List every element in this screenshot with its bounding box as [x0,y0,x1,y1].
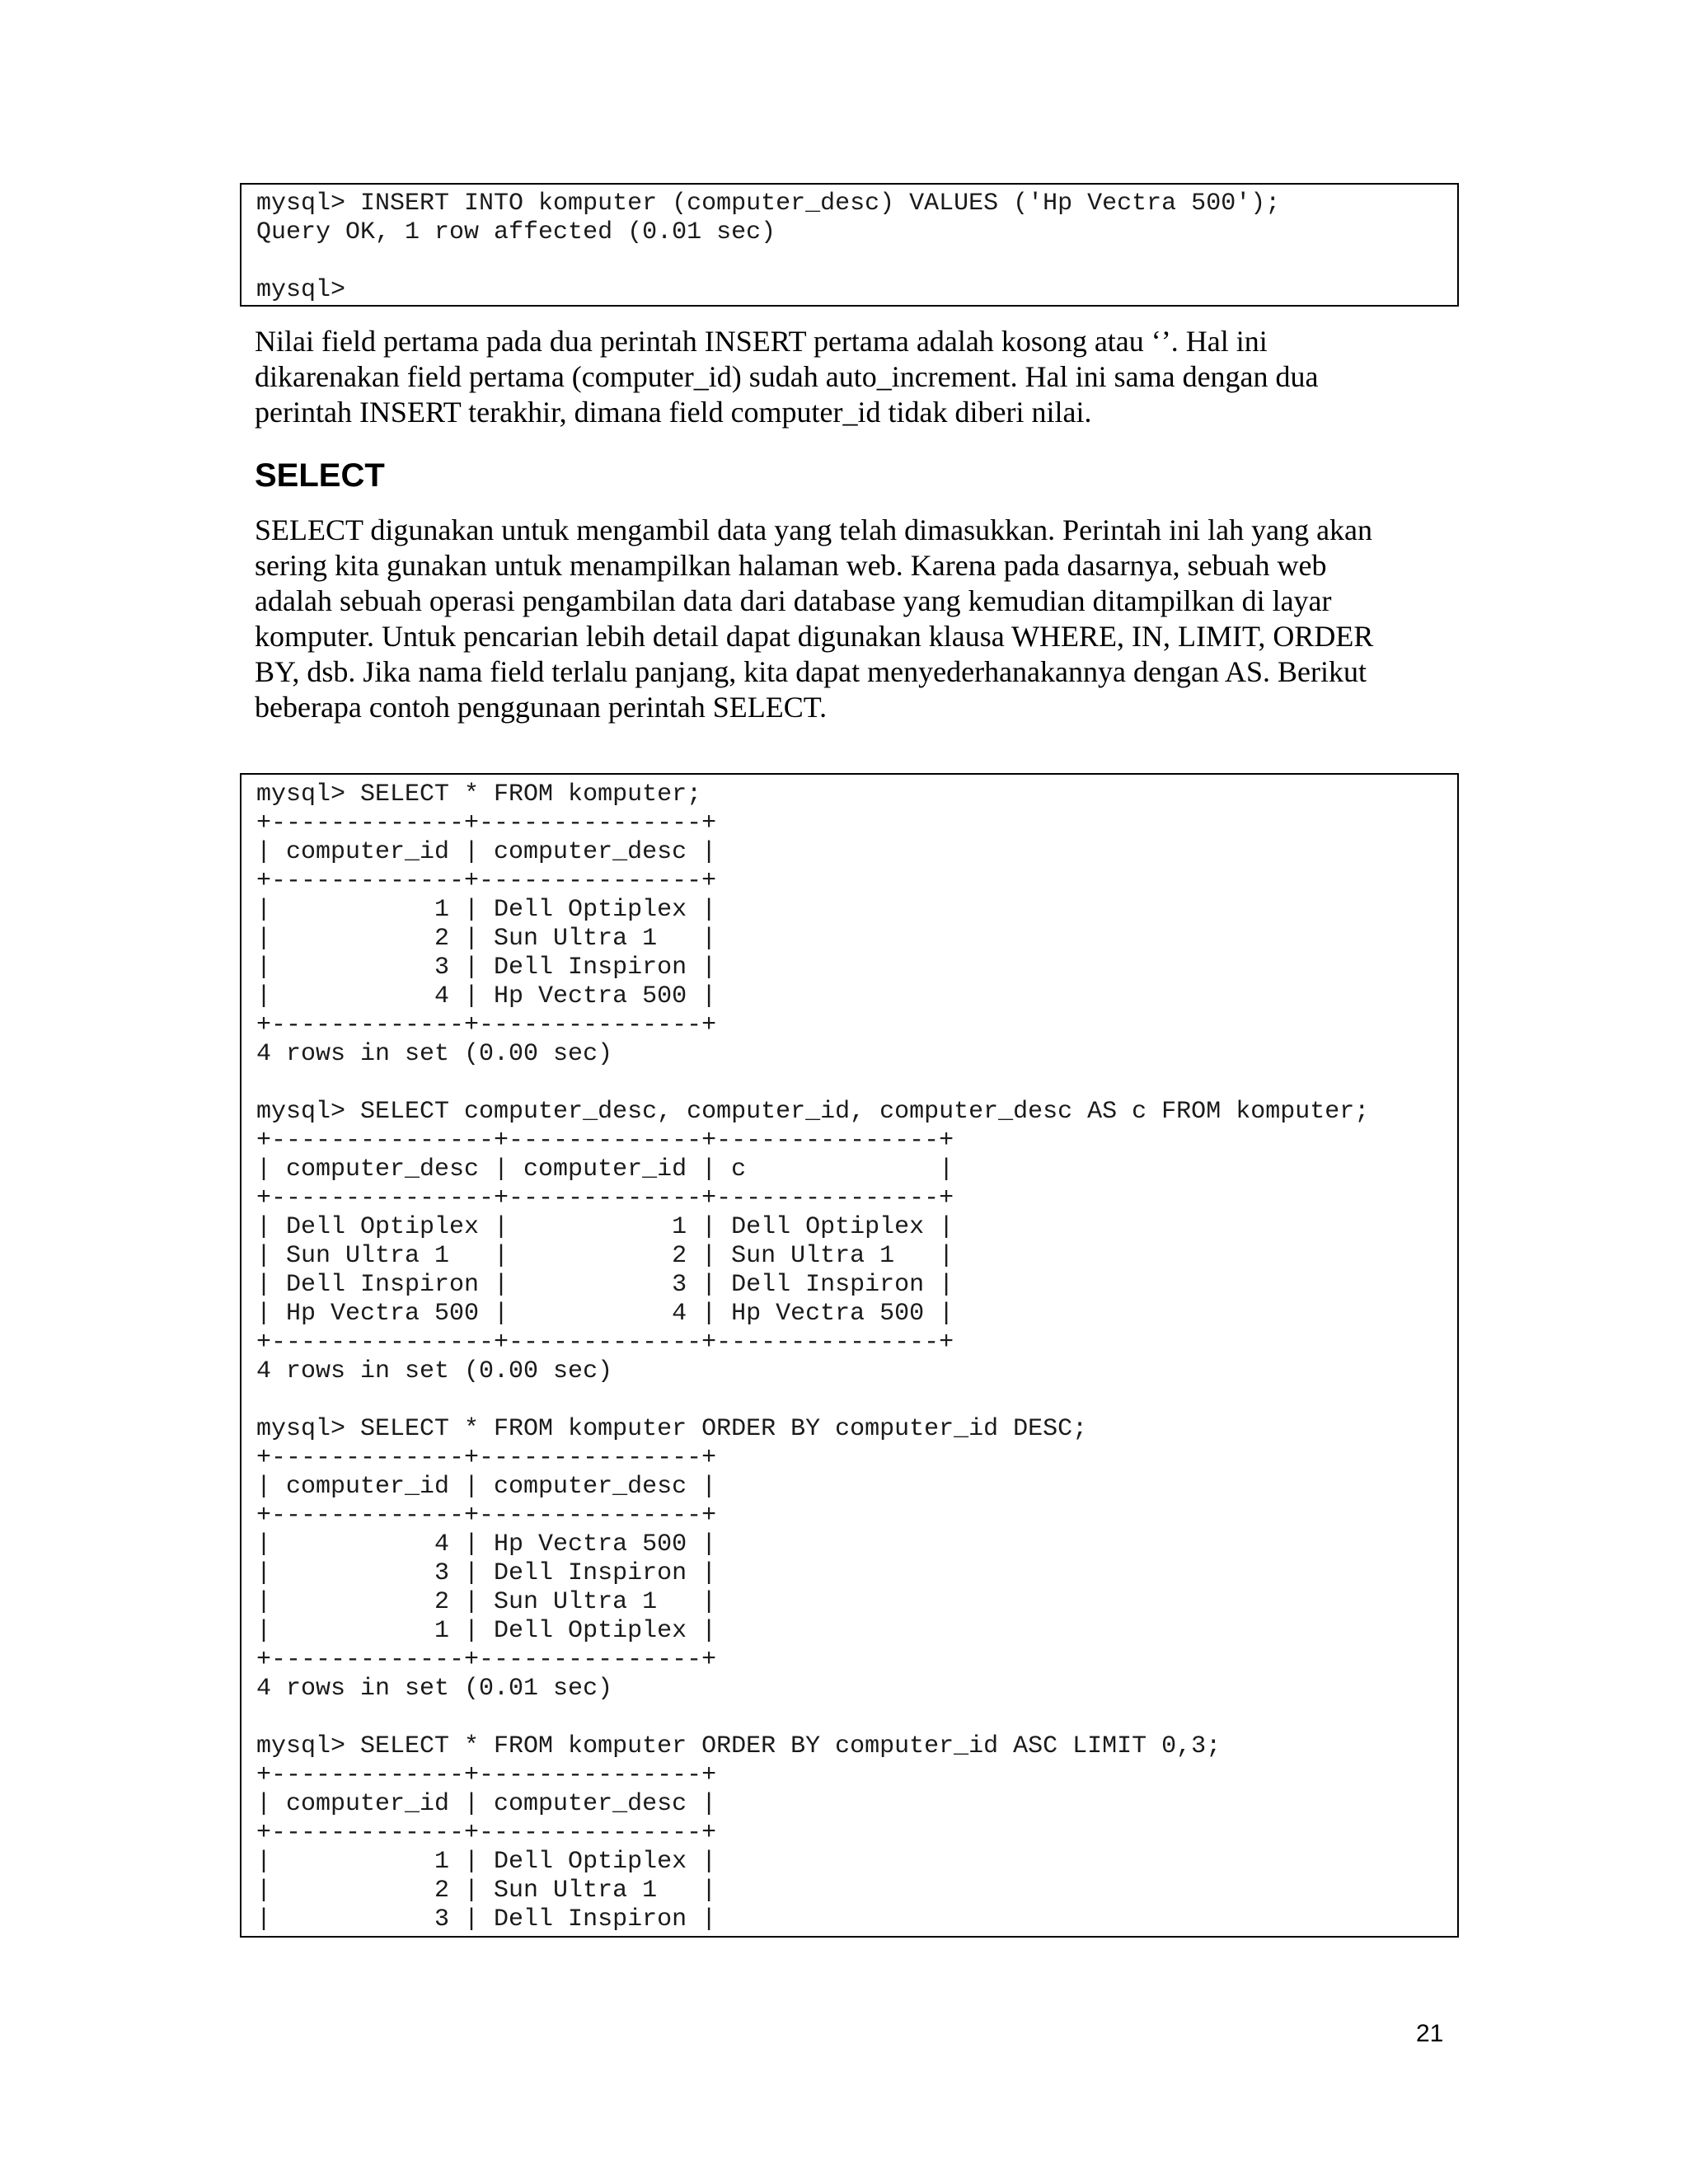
code-line: mysql> INSERT INTO komputer (computer_desc) VALUES ('Hp Vectra 500'); [256,190,1281,218]
code-line: | 4 | Hp Vectra 500 | [256,982,717,1010]
page-number: 21 [1416,2020,1444,2047]
code-line: | 1 | Dell Optiplex | [256,896,717,924]
code-line [256,1069,1442,1098]
code-line: +-------------+---------------+ [256,867,717,895]
code-line: | Hp Vectra 500 | 4 | Hp Vectra 500 | [256,1300,954,1328]
code-line: Query OK, 1 row affected (0.01 sec) [256,218,776,246]
paragraph-line: dikarenakan field pertama (computer_id) sudah auto_increment. Hal ini sama dengan dua [255,360,1319,393]
code-line: | 3 | Dell Inspiron | [256,1905,717,1933]
paragraph-line: perintah INSERT terakhir, dimana field computer_id tidak diberi nilai. [255,396,1092,429]
code-line: +-------------+---------------+ [256,1502,717,1530]
code-line: +-------------+---------------+ [256,1819,717,1847]
code-line: +-------------+---------------+ [256,1646,717,1674]
code-line: 4 rows in set (0.00 sec) [256,1357,613,1385]
code-line: 4 rows in set (0.00 sec) [256,1040,613,1068]
code-line: | Dell Optiplex | 1 | Dell Optiplex | [256,1213,954,1241]
code-line: | computer_id | computer_desc | [256,1473,717,1501]
code-line: | 2 | Sun Ultra 1 | [256,1588,717,1616]
paragraph-line: beberapa contoh penggunaan perintah SELECT. [255,691,828,724]
paragraph-select-description [255,513,1442,725]
code-line: | Sun Ultra 1 | 2 | Sun Ultra 1 | [256,1242,954,1270]
code-line: +---------------+-------------+---------------+ [256,1127,954,1155]
code-line: | computer_id | computer_desc | [256,1790,717,1818]
code-block-select-examples [240,773,1459,1938]
code-line: | 2 | Sun Ultra 1 | [256,925,717,953]
paragraph-line: komputer. Untuk pencarian lebih detail dapat digunakan klausa WHERE, IN, LIMIT, ORDER [255,620,1374,653]
code-line: | 1 | Dell Optiplex | [256,1848,717,1876]
code-line: 4 rows in set (0.01 sec) [256,1675,613,1703]
code-line [256,247,1442,276]
paragraph-line: adalah sebuah operasi pengambilan data dari database yang kemudian ditampilkan di layar [255,584,1332,617]
paragraph-insert-explanation [255,324,1442,430]
code-line: | 3 | Dell Inspiron | [256,1559,717,1587]
paragraph-line: Nilai field pertama pada dua perintah INSERT pertama adalah kosong atau ‘’. Hal ini [255,325,1268,358]
code-line: | 4 | Hp Vectra 500 | [256,1530,717,1558]
paragraph-line: SELECT digunakan untuk mengambil data yang telah dimasukkan. Perintah ini lah yang akan [255,513,1373,546]
code-line: mysql> [256,276,346,304]
code-line: +-------------+---------------+ [256,1444,717,1472]
code-line: | 2 | Sun Ultra 1 | [256,1877,717,1905]
code-line: +-------------+---------------+ [256,809,717,837]
code-line: mysql> SELECT * FROM komputer ORDER BY computer_id ASC LIMIT 0,3; [256,1732,1221,1760]
code-line: | computer_id | computer_desc | [256,838,717,866]
section-heading: SELECT [255,457,385,494]
code-line: | Dell Inspiron | 3 | Dell Inspiron | [256,1271,954,1299]
code-line: +---------------+-------------+---------------+ [256,1184,954,1212]
code-block-insert [240,183,1459,307]
code-line: mysql> SELECT * FROM komputer ORDER BY computer_id DESC; [256,1415,1088,1443]
code-line: | 1 | Dell Optiplex | [256,1617,717,1645]
code-line [256,1704,1442,1732]
code-line: | 3 | Dell Inspiron | [256,954,717,982]
code-line: +---------------+-------------+---------------+ [256,1329,954,1357]
paragraph-line: sering kita gunakan untuk menampilkan halaman web. Karena pada dasarnya, sebuah web [255,549,1327,582]
code-line [256,1386,1442,1415]
code-line: mysql> SELECT * FROM komputer; [256,780,702,808]
code-line: +-------------+---------------+ [256,1761,717,1789]
code-line: | computer_desc | computer_id | c | [256,1155,954,1183]
code-line: +-------------+---------------+ [256,1011,717,1039]
code-line: mysql> SELECT computer_desc, computer_id, computer_desc AS c FROM komputer; [256,1098,1370,1126]
paragraph-line: BY, dsb. Jika nama field terlalu panjang, kita dapat menyederhanakannya dengan AS. Berikut [255,655,1367,688]
